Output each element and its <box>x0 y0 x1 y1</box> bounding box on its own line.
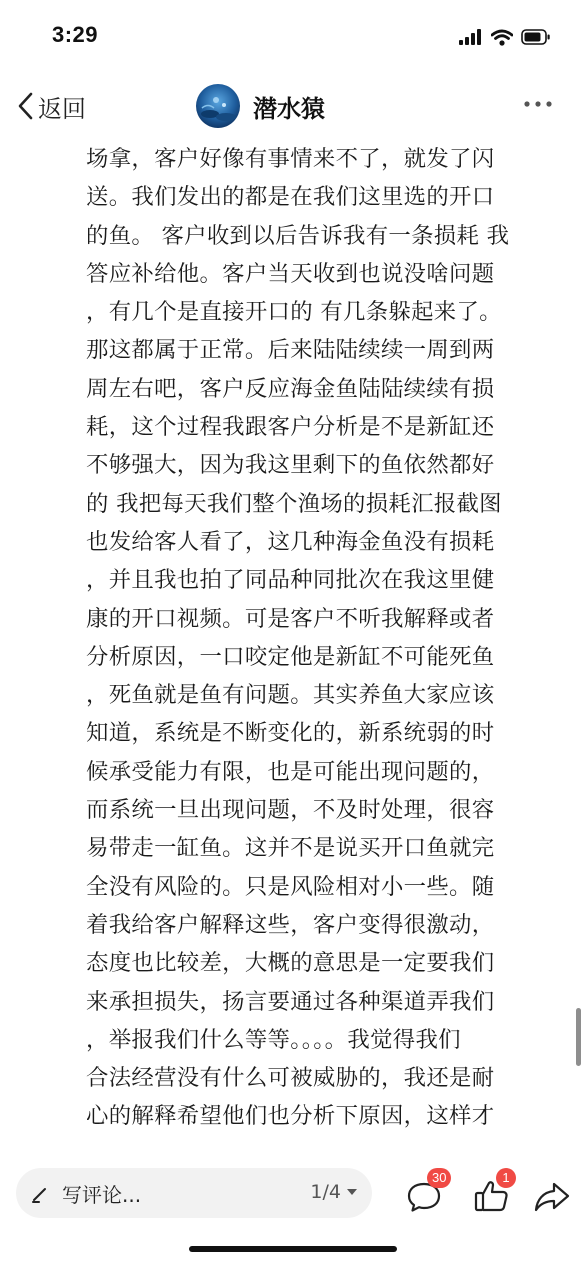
article-line: ，并且我也拍了同品种同批次在我这里健 <box>86 567 495 594</box>
ellipsis-icon <box>521 92 555 116</box>
article-line: ，死鱼就是鱼有问题。其实养鱼大家应该 <box>86 682 495 709</box>
article-line: 分析原因，一口咬定他是新缸不可能死鱼 <box>86 643 495 670</box>
back-label: 返回 <box>38 94 86 123</box>
battery-icon <box>521 29 551 45</box>
article-line: 态度也比较差，大概的意思是一定要我们 <box>86 950 495 977</box>
page-indicator[interactable] <box>310 1181 358 1203</box>
article-line: 合法经营没有什么可被威胁的，我还是耐 <box>86 1065 495 1092</box>
status-time: 3:29 <box>52 22 99 47</box>
share-arrow-icon <box>532 1176 572 1216</box>
article-line: 着我给客户解释这些，客户变得很激动， <box>86 911 495 938</box>
comment-count-badge: 30 <box>427 1168 451 1188</box>
article-line: 的 我把每天我们整个渔场的损耗汇报截图 <box>86 490 502 517</box>
article-line: 而系统一旦出现问题，不及时处理，很容 <box>86 797 495 824</box>
nav-bar <box>0 78 585 134</box>
home-indicator[interactable] <box>189 1246 397 1252</box>
article-line: 易带走一缸鱼。这并不是说买开口鱼就完 <box>86 835 495 862</box>
account-header[interactable] <box>196 80 325 132</box>
status-bar <box>0 0 585 70</box>
article-line: 全没有风险的。只是风险相对小一些。随 <box>86 873 495 900</box>
article-line: 心的解释希望他们也分析下原因，这样才 <box>86 1103 495 1130</box>
article-line: ，有几个是直接开口的 有几条躲起来了。 <box>86 299 502 326</box>
article-line: 不够强大，因为我这里剩下的鱼依然都好 <box>86 452 495 479</box>
article-line: 也发给客人看了，这几种海金鱼没有损耗 <box>86 528 495 555</box>
article-line: 来承担损失，扬言要通过各种渠道弄我们 <box>86 988 495 1015</box>
pen-icon <box>30 1182 52 1204</box>
article-body <box>86 140 566 1170</box>
comment-input[interactable] <box>16 1168 372 1218</box>
scrollbar-thumb[interactable] <box>576 1008 581 1066</box>
more-button[interactable] <box>521 92 555 116</box>
caret-down-icon <box>346 1188 358 1196</box>
comment-placeholder: 写评论... <box>62 1182 142 1207</box>
bottom-bar <box>0 1166 585 1224</box>
article-line: ，举报我们什么等等。。。。我觉得我们 <box>86 1026 461 1053</box>
like-count-badge: 1 <box>496 1168 516 1188</box>
page-title: 潜水猿 <box>253 94 325 123</box>
article-line: 康的开口视频。可是客户不听我解释或者 <box>86 605 495 632</box>
cellular-signal-icon <box>459 29 483 45</box>
article-line: 送。我们发出的都是在我们这里选的开口 <box>86 184 495 211</box>
back-button[interactable] <box>16 86 86 126</box>
article-line: 场拿，客户好像有事情来不了，就发了闪 <box>86 146 495 172</box>
share-button[interactable] <box>532 1172 576 1216</box>
article-line: 的鱼。 客户收到以后告诉我有一条损耗 我 <box>86 222 510 249</box>
like-button[interactable] <box>470 1172 514 1216</box>
page-indicator-label: 1/4 <box>310 1181 341 1203</box>
comment-button[interactable] <box>402 1172 446 1216</box>
avatar[interactable] <box>196 84 240 128</box>
article-line: 知道，系统是不断变化的，新系统弱的时 <box>86 720 495 747</box>
article-line: 那这都属于正常。后来陆陆续续一周到两 <box>86 337 495 364</box>
wifi-icon <box>491 29 513 46</box>
article-line: 答应补给他。客户当天收到也说没啥问题 <box>86 260 495 287</box>
article-line: 候承受能力有限，也是可能出现问题的， <box>86 758 495 785</box>
chevron-left-icon <box>16 91 36 121</box>
article-line: 耗，这个过程我跟客户分析是不是新缸还 <box>86 414 495 441</box>
article-line: 周左右吧，客户反应海金鱼陆陆续续有损 <box>86 375 495 402</box>
status-icons <box>459 26 551 48</box>
